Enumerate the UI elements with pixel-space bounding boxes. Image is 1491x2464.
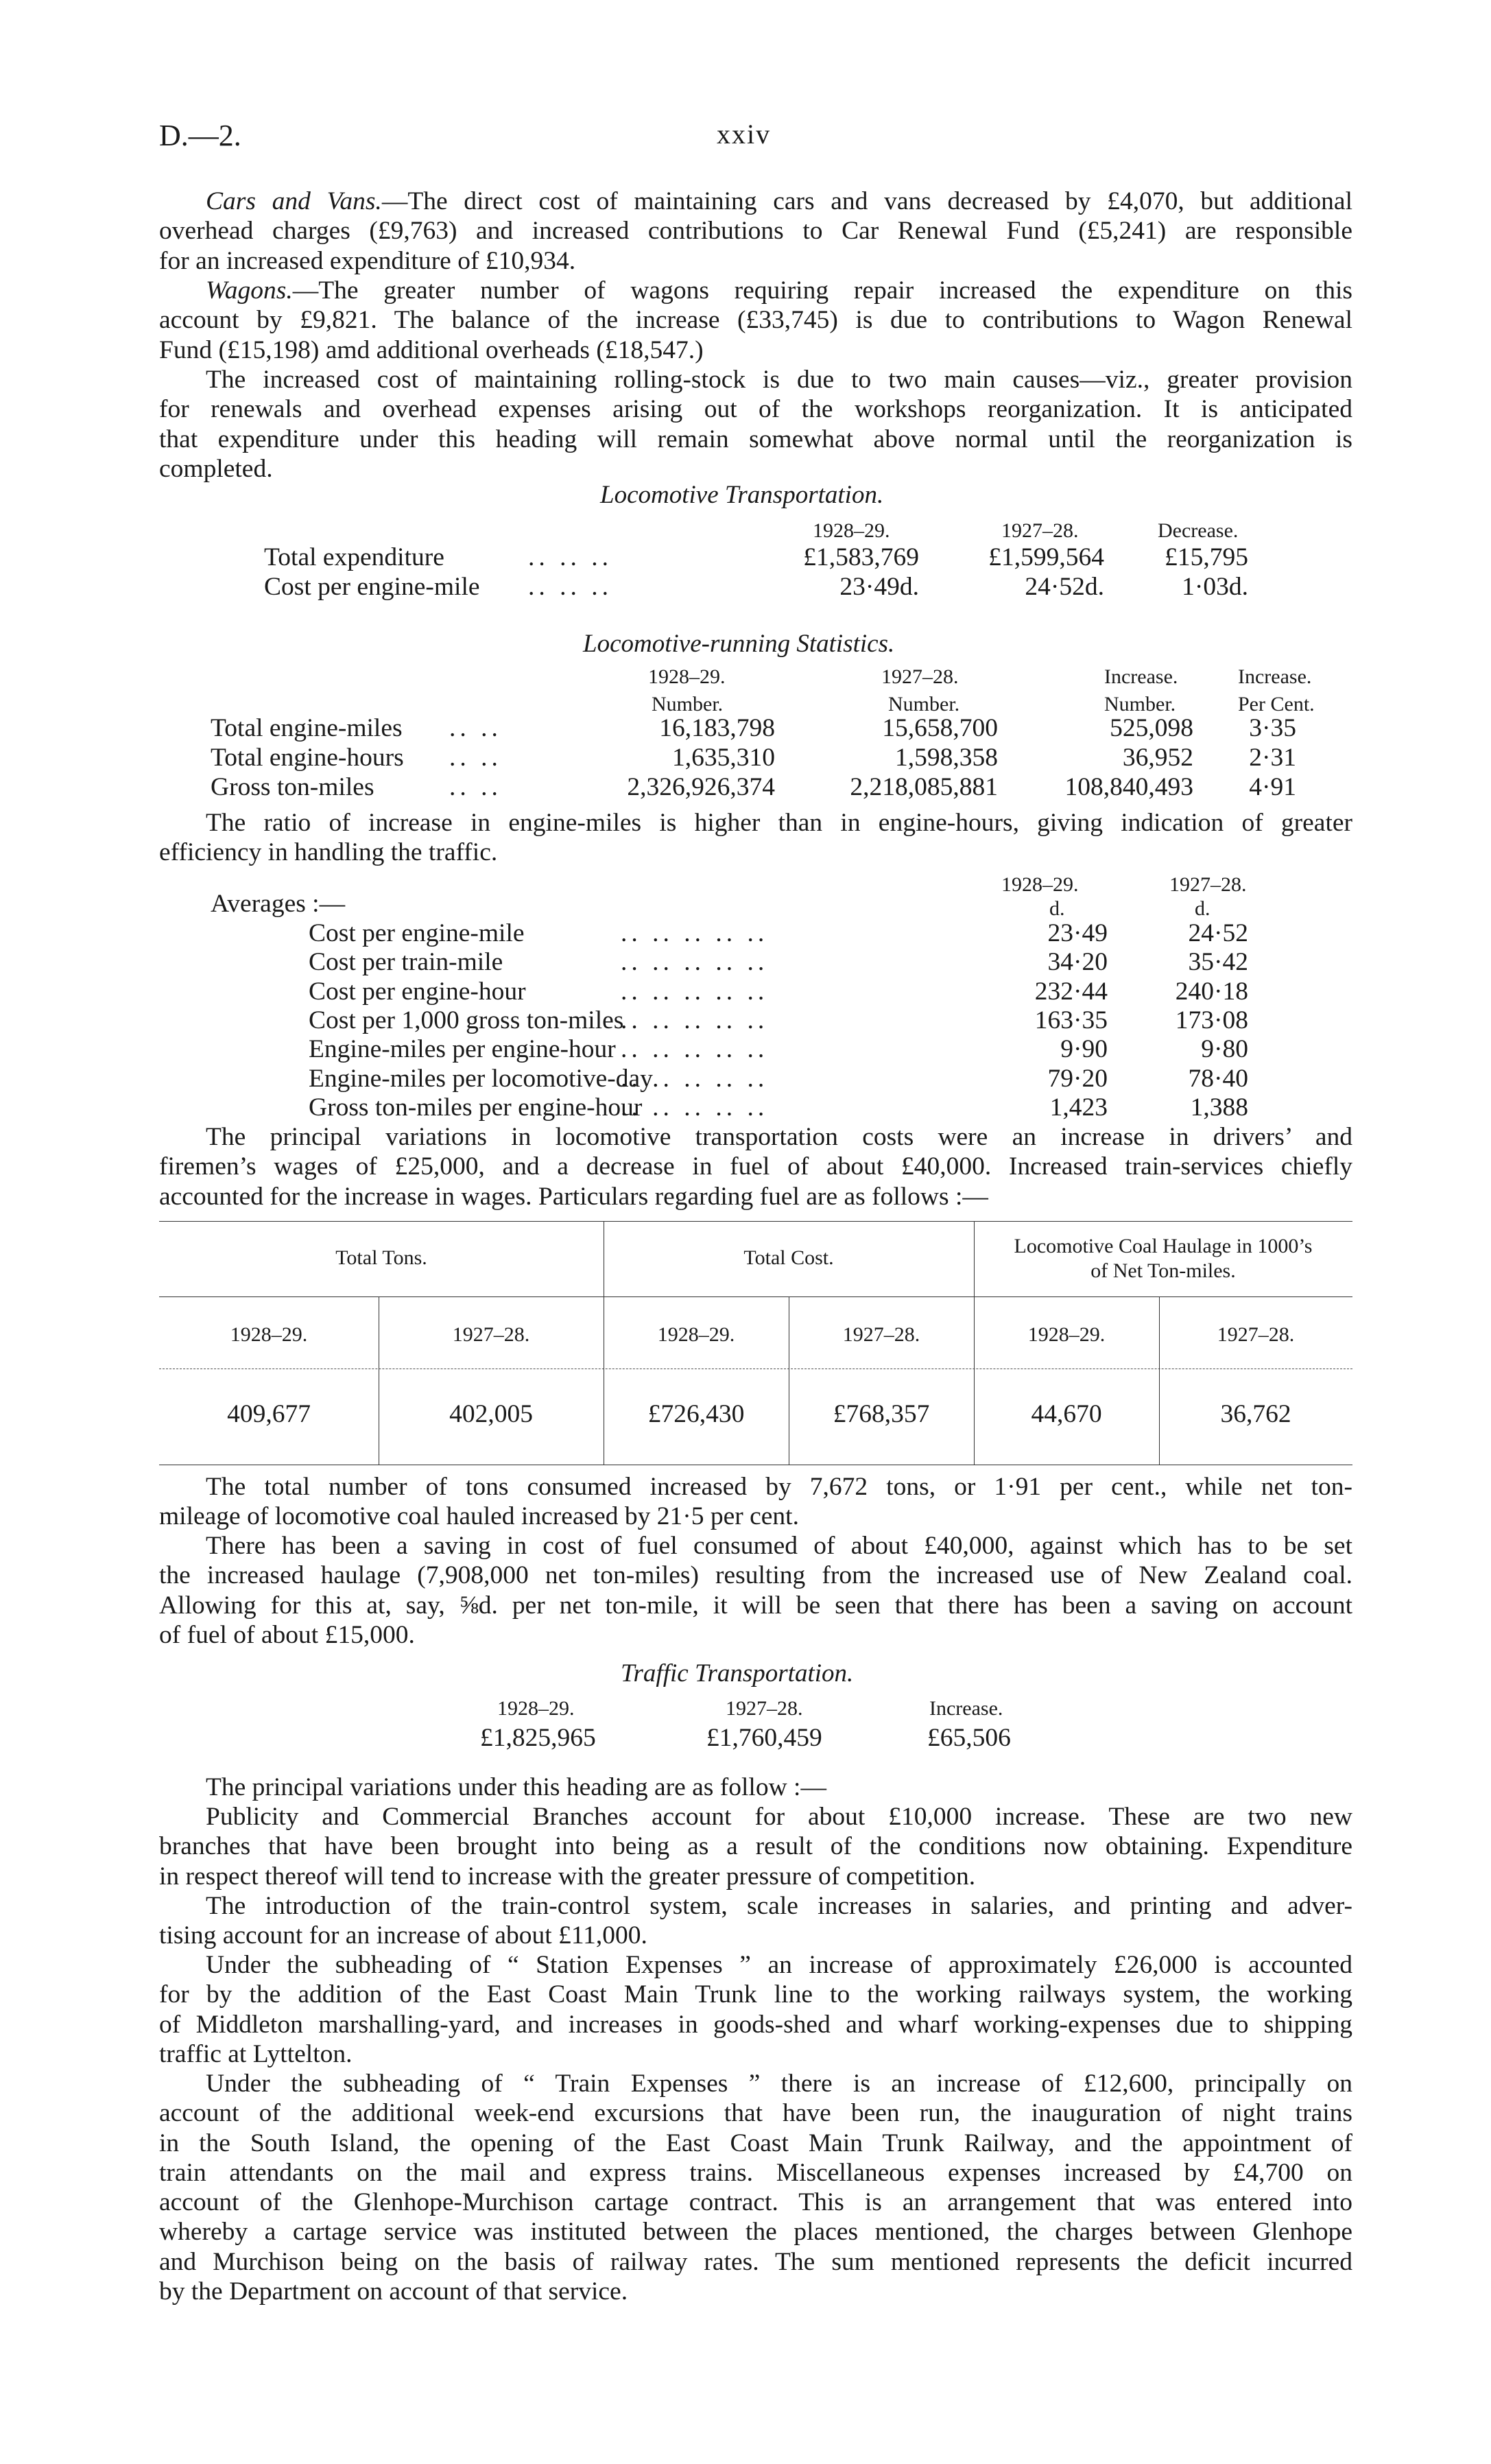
group-header: Total Cost.: [743, 1246, 834, 1269]
section-title-traffic-transportation: Traffic Transportation.: [621, 1659, 854, 1687]
text-line: and Murchison being on the basis of railway rates. The sum mentioned represents the deficit incurred: [159, 2247, 1352, 2276]
row-label: Total expenditure: [264, 543, 444, 571]
group-header: Locomotive Coal Haulage in 1000’s: [1014, 1235, 1313, 1257]
run-in-heading: Wagons.: [206, 276, 293, 305]
line-text: —The greater number of wagons requiring repair increased the expenditure on this: [292, 276, 1352, 305]
column-header: 1927–28.: [1169, 873, 1247, 896]
cell-value: 34·20: [1047, 948, 1108, 976]
text-line: for an increased expenditure of £10,934.: [159, 246, 576, 275]
leader-dots: .. ..: [449, 744, 502, 772]
text-line: The principal variations under this heading are as follow :—: [206, 1773, 826, 1801]
text-line: firemen’s wages of £25,000, and a decrease in fuel of about £40,000. Increased train-services chiefly: [159, 1152, 1352, 1181]
column-header: 1928–29.: [1001, 873, 1079, 896]
group-header: of Net Ton-miles.: [1090, 1259, 1236, 1282]
text-line: Allowing for this at, say, ⅝d. per net ton-mile, it will be seen that there has been a saving on account: [159, 1591, 1352, 1620]
text-line: account of the Glenhope-Murchison cartage contract. This is an arrangement that was entered into: [159, 2188, 1352, 2217]
text-line: that expenditure under this heading will remain somewhat above normal until the reorganization is: [159, 425, 1352, 453]
text-line: The increased cost of maintaining rolling-stock is due to two main causes—viz., greater provision: [206, 366, 1352, 394]
cell-value: £15,795: [1165, 543, 1248, 571]
text-line: efficiency in handling the traffic.: [159, 838, 498, 867]
paragraph-wagons: [159, 276, 1352, 365]
text-line: of fuel of about £15,000.: [159, 1620, 415, 1649]
cell-value: £726,430: [647, 1400, 745, 1428]
year-header: 1928–29.: [657, 1323, 735, 1346]
cell-value: 108,840,493: [1064, 773, 1193, 801]
cell-value: £1,599,564: [988, 543, 1104, 571]
year-header: 1927–28.: [452, 1323, 530, 1346]
leader-dots: .. .. .. .. ..: [621, 948, 769, 976]
column-subheader: d.: [1049, 897, 1065, 920]
row-label: Gross ton-miles per engine-hour: [309, 1093, 643, 1122]
text-line: The ratio of increase in engine-miles is higher than in engine-hours, giving indication of greater: [206, 809, 1352, 837]
row-label: Engine-miles per engine-hour: [309, 1035, 616, 1063]
column-header: 1927–28.: [881, 665, 959, 688]
cell-value: £65,506: [927, 1724, 1011, 1752]
cell-value: 402,005: [449, 1400, 533, 1428]
cell-value: 35·42: [1188, 948, 1248, 976]
run-in-heading: Cars and Vans.: [206, 187, 382, 215]
text-line: There has been a saving in cost of fuel consumed of about £40,000, against which has to be set: [206, 1532, 1352, 1560]
leader-dots: .. .. .. .. ..: [621, 1035, 769, 1063]
table-rule: [159, 1296, 1352, 1297]
column-subheader: Number.: [1104, 693, 1176, 715]
cell-value: 1,388: [1190, 1093, 1248, 1122]
text-line: accounted for the increase in wages. Particulars regarding fuel are as follows :—: [159, 1182, 988, 1211]
year-header: 1928–29.: [230, 1323, 308, 1346]
page-reference: D.—2.: [159, 119, 241, 152]
column-header: Decrease.: [1158, 519, 1239, 542]
leader-dots: .. ..: [449, 773, 502, 801]
cell-value: 2·31: [1249, 744, 1296, 772]
row-label: Cost per train-mile: [309, 948, 503, 976]
cell-value: 409,677: [227, 1400, 311, 1428]
row-label: Engine-miles per locomotive-day: [309, 1065, 653, 1093]
text-line: Under the subheading of “ Station Expenses ” an increase of approximately £26,000 is accounted: [206, 1951, 1352, 1979]
column-subheader: d.: [1195, 897, 1210, 920]
text-line: of Middleton marshalling-yard, and increases in goods-shed and wharf working-expenses due to shipping: [159, 2010, 1352, 2039]
cell-value: 24·52d.: [1025, 573, 1104, 601]
text-line: for by the addition of the East Coast Main Trunk line to the working railways system, the working: [159, 1980, 1352, 2009]
section-title-locomotive-transportation: Locomotive Transportation.: [600, 481, 884, 509]
cell-value: 23·49d.: [839, 573, 919, 601]
text-line: Fund (£15,198) amd additional overheads (£18,547.): [159, 335, 704, 364]
cell-value: 78·40: [1188, 1065, 1248, 1093]
text-line: branches that have been brought into being as a result of the conditions now obtaining. Expenditure: [159, 1832, 1352, 1861]
text-line: account by £9,821. The balance of the increase (£33,745) is due to contributions to Wagon Renewal: [159, 306, 1352, 335]
text-line: [159, 276, 1352, 305]
paragraph-cars-and-vans: [159, 187, 1352, 276]
text-line: Publicity and Commercial Branches account for about £10,000 increase. These are two new: [206, 1803, 1352, 1831]
row-label: Total engine-hours: [211, 744, 404, 772]
column-header: Increase.: [929, 1697, 1003, 1720]
leader-dots: .. ..: [449, 714, 502, 742]
row-label: Gross ton-miles: [211, 773, 374, 801]
cell-value: 2,218,085,881: [850, 773, 998, 801]
leader-dots: .. .. ..: [528, 573, 612, 601]
paragraph-rolling-stock: [159, 365, 1352, 484]
text-line: the increased haulage (7,908,000 net ton-miles) resulting from the increased use of New Zealand coal.: [159, 1561, 1352, 1590]
averages-label: Averages :—: [211, 890, 346, 918]
cell-value: £1,583,769: [803, 543, 919, 571]
column-header: 1927–28.: [726, 1697, 803, 1720]
leader-dots: .. .. .. .. ..: [621, 978, 769, 1006]
cell-value: 2,326,926,374: [627, 773, 775, 801]
text-line: mileage of locomotive coal hauled increased by 21·5 per cent.: [159, 1502, 799, 1531]
text-line: train attendants on the mail and express trains. Miscellaneous expenses increased by £4,700 on: [159, 2158, 1352, 2187]
leader-dots: .. .. .. .. ..: [621, 919, 769, 947]
section-title-locomotive-running-statistics: Locomotive-running Statistics.: [583, 630, 895, 658]
column-subheader: Number.: [888, 693, 960, 715]
cell-value: 9·90: [1060, 1035, 1108, 1063]
text-line: Under the subheading of “ Train Expenses ” there is an increase of £12,600, principally on: [206, 2070, 1352, 2098]
cell-value: 525,098: [1110, 714, 1193, 742]
text-line: account of the additional week-end excursions that have been run, the inauguration of night trains: [159, 2099, 1352, 2128]
text-line: traffic at Lyttelton.: [159, 2039, 353, 2068]
cell-value: 163·35: [1034, 1006, 1108, 1034]
column-header: Increase.: [1104, 665, 1178, 688]
row-label: Cost per engine-mile: [264, 573, 480, 601]
row-label: Total engine-miles: [211, 714, 403, 742]
paragraph-train-expenses: [159, 2069, 1352, 2306]
cell-value: 173·08: [1175, 1006, 1248, 1034]
group-header: Total Tons.: [335, 1246, 427, 1269]
cell-value: 9·80: [1201, 1035, 1248, 1063]
cell-value: 15,658,700: [882, 714, 998, 742]
row-label: Cost per 1,000 gross ton-miles: [309, 1006, 624, 1034]
text-line: The principal variations in locomotive transportation costs were an increase in drivers’ and: [206, 1123, 1352, 1151]
paragraph-fuel-saving: [159, 1531, 1352, 1650]
page-number: xxiv: [717, 119, 772, 150]
text-line: by the Department on account of that service.: [159, 2277, 628, 2306]
cell-value: 24·52: [1188, 919, 1248, 947]
cell-value: 240·18: [1175, 978, 1248, 1006]
column-header: 1927–28.: [1001, 519, 1079, 542]
row-label: Cost per engine-mile: [309, 919, 525, 947]
leader-dots: .. .. ..: [528, 543, 612, 571]
cell-value: £1,760,459: [706, 1724, 822, 1752]
paragraph-follow: [159, 1773, 1352, 1802]
cell-value: £768,357: [833, 1400, 930, 1428]
cell-value: 1,423: [1049, 1093, 1108, 1122]
paragraph-publicity: [159, 1802, 1352, 1891]
text-line: whereby a cartage service was instituted between the places mentioned, the charges between Glenhope: [159, 2218, 1352, 2247]
line-text: —The direct cost of maintaining cars and vans decreased by £4,070, but additional: [381, 187, 1352, 215]
text-line: [159, 187, 1352, 216]
paragraph-principal-variations: [159, 1122, 1352, 1211]
text-line: in the South Island, the opening of the East Coast Main Trunk Railway, and the appointment of: [159, 2129, 1352, 2157]
year-header: 1928–29.: [1027, 1323, 1106, 1346]
paragraph-station-expenses: [159, 1950, 1352, 2069]
column-header: Increase.: [1238, 665, 1312, 688]
table-column-rule: [1159, 1296, 1160, 1465]
text-line: in respect thereof will tend to increase with the greater pressure of competition.: [159, 1862, 976, 1891]
cell-value: 1,635,310: [672, 744, 775, 772]
cell-value: £1,825,965: [480, 1724, 596, 1752]
cell-value: 79·20: [1047, 1065, 1108, 1093]
cell-value: 36,952: [1122, 744, 1193, 772]
cell-value: 44,670: [1031, 1400, 1102, 1428]
year-header: 1927–28.: [842, 1323, 920, 1346]
column-header: 1928–29.: [648, 665, 726, 688]
text-line: tising account for an increase of about £11,000.: [159, 1921, 647, 1950]
cell-value: 4·91: [1249, 773, 1296, 801]
leader-dots: .. .. .. .. ..: [621, 1065, 769, 1093]
leader-dots: .. .. .. .. ..: [621, 1093, 769, 1122]
year-header: 1927–28.: [1217, 1323, 1295, 1346]
column-subheader: Number.: [652, 693, 724, 715]
cell-value: 36,762: [1220, 1400, 1291, 1428]
text-line: overhead charges (£9,763) and increased contributions to Car Renewal Fund (£5,241) are responsible: [159, 217, 1352, 246]
cell-value: 16,183,798: [659, 714, 775, 742]
text-line: The total number of tons consumed increased by 7,672 tons, or 1·91 per cent., while net ton-: [206, 1473, 1352, 1501]
table-rule: [159, 1221, 1352, 1222]
cell-value: 1,598,358: [895, 744, 998, 772]
cell-value: 1·03d.: [1182, 573, 1248, 601]
text-line: for renewals and overhead expenses arising out of the workshops reorganization. It is anticipated: [159, 395, 1352, 424]
leader-dots: .. .. .. .. ..: [621, 1006, 769, 1034]
cell-value: 3·35: [1249, 714, 1296, 742]
text-line: completed.: [159, 454, 273, 483]
cell-value: 23·49: [1047, 919, 1108, 947]
cell-value: 232·44: [1034, 978, 1108, 1006]
paragraph-ratio: [159, 808, 1352, 868]
row-label: Cost per engine-hour: [309, 978, 526, 1006]
text-line: The introduction of the train-control system, scale increases in salaries, and printing and adver-: [206, 1892, 1352, 1920]
column-subheader: Per Cent.: [1238, 693, 1315, 715]
column-header: 1928–29.: [813, 519, 890, 542]
column-header: 1928–29.: [497, 1697, 575, 1720]
paragraph-train-control: [159, 1891, 1352, 1951]
paragraph-tons-consumed: [159, 1472, 1352, 1532]
